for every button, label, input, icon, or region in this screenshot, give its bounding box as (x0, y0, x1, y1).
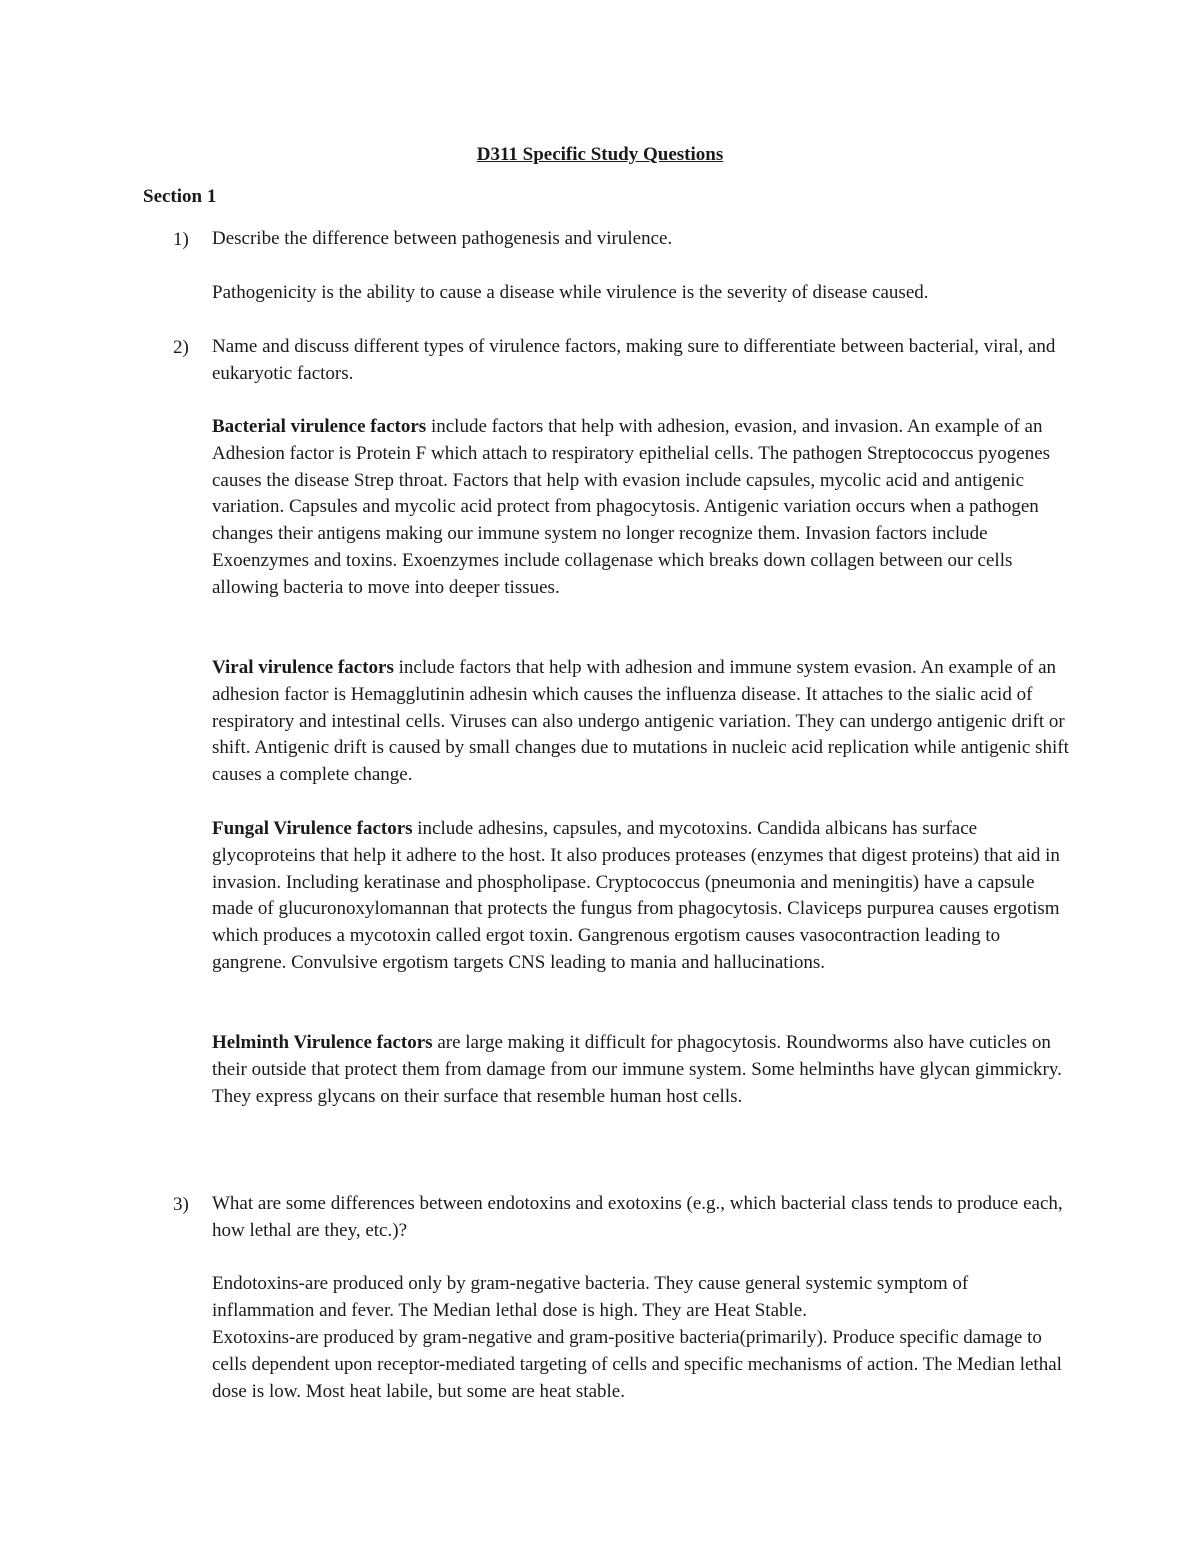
answer-viral-label: Viral virulence factors (212, 657, 394, 678)
question-3-number: 3) (173, 1194, 189, 1215)
answer-helminth-label: Helminth Virulence factors (212, 1032, 433, 1053)
question-2-prompt: Name and discuss different types of virulence factors, making sure to differentiate between bacterial, viral, and eukaryotic factors. (212, 336, 1056, 384)
answer-viral-text: include factors that help with adhesion and immune system evasion. An example of an adhesion factor is Hemagglutinin adhesin which causes the influenza disease. It attaches to the sialic acid of respiratory and intestinal cells. Viruses can also undergo antigenic variation. They can undergo antigenic drift or shift. Antigenic drift is caused by small changes due to mutations in nucleic acid replication while antigenic shift causes a complete change. (212, 657, 1069, 786)
answer-fungal-label: Fungal Virulence factors (212, 818, 413, 839)
answer-fungal-paragraph (212, 816, 1072, 977)
question-1-number: 1) (173, 229, 189, 250)
answer-exotoxins: Exotoxins-are produced by gram-negative and gram-positive bacteria(primarily). Produce specific damage to cells dependent upon receptor-mediated targeting of cells and specific mechanisms of action. The Median lethal dose is low. Most heat labile, but some are heat stable. (212, 1327, 1062, 1402)
section-heading: Section 1 (143, 186, 217, 207)
answer-endotoxins: Endotoxins-are produced only by gram-negative bacteria. They cause general systemic symptom of inflammation and fever. The Median lethal dose is high. They are Heat Stable. (212, 1273, 969, 1321)
question-3-prompt: What are some differences between endotoxins and exotoxins (e.g., which bacterial class tends to produce each, how lethal are they, etc.)? (212, 1193, 1063, 1241)
question-1-answer: Pathogenicity is the ability to cause a disease while virulence is the severity of disease caused. (212, 282, 929, 303)
answer-bacterial-paragraph (212, 414, 1072, 602)
document-title: D311 Specific Study Questions (476, 144, 724, 165)
question-2-number: 2) (173, 337, 189, 358)
answer-helminth-text: are large making it difficult for phagocytosis. Roundworms also have cuticles on their outside that protect them from damage from our immune system. Some helminths have glycan gimmickry. They express glycans on their surface that resemble human host cells. (212, 1032, 1062, 1107)
answer-fungal-text: include adhesins, capsules, and mycotoxins. Candida albicans has surface glycoproteins that help it adhere to the host. It also produces proteases (enzymes that digest proteins) that aid in invasion. Including keratinase and phospholipase. Cryptococcus (pneumonia and meningitis) have a capsule made of glucuronoxylomannan that protects the fungus from phagocytosis. Claviceps purpurea causes ergotism which produces a mycotoxin called ergot toxin. Gangrenous ergotism causes vasocontraction leading to gangrene. Convulsive ergotism targets CNS leading to mania and hallucinations. (212, 818, 1060, 973)
answer-bacterial-text: include factors that help with adhesion, evasion, and invasion. An example of an Adhesion factor is Protein F which attach to respiratory epithelial cells. The pathogen Streptococcus pyogenes causes the disease Strep throat. Factors that help with evasion include capsules, mycolic acid and antigenic variation. Capsules and mycolic acid protect from phagocytosis. Antigenic variation occurs when a pathogen changes their antigens making our immune system no longer recognize them. Invasion factors include Exoenzymes and toxins. Exoenzymes include collagenase which breaks down collagen between our cells allowing bacteria to move into deeper tissues. (212, 416, 1051, 598)
answer-helminth-paragraph (212, 1030, 1072, 1110)
question-1-prompt: Describe the difference between pathogenesis and virulence. (212, 228, 673, 249)
answer-bacterial-label: Bacterial virulence factors (212, 416, 427, 437)
answer-viral-paragraph (212, 655, 1072, 789)
